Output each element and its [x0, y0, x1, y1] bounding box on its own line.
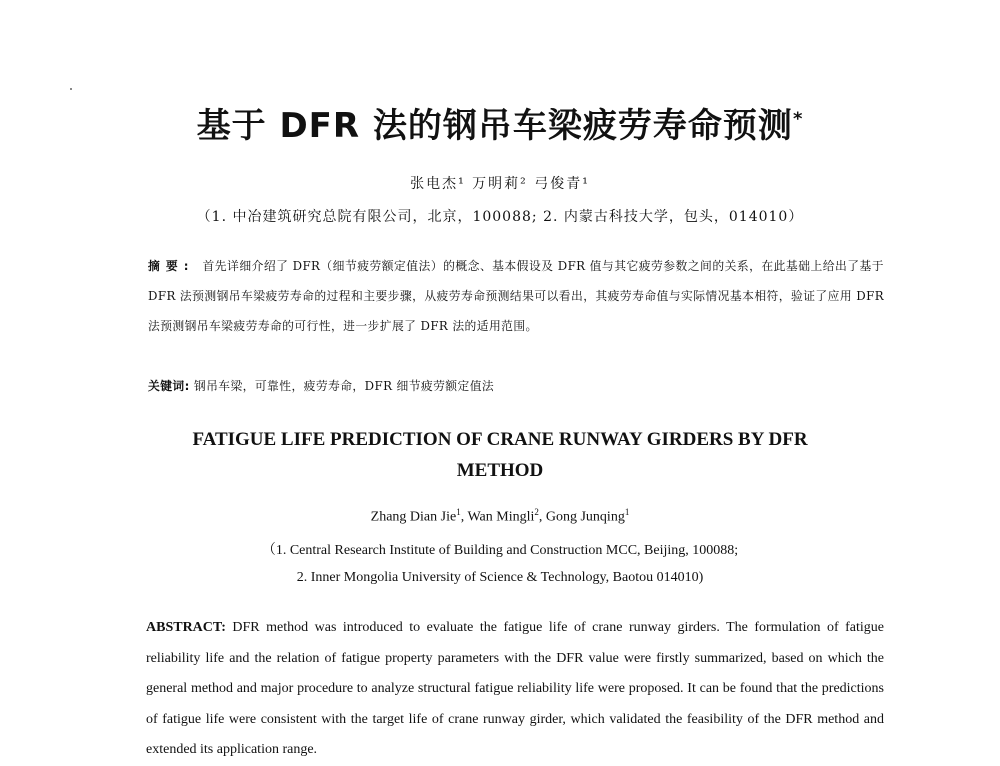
chinese-abstract-text: 首先详细介绍了 DFR（细节疲劳额定值法）的概念、基本假设及 DFR 值与其它疲劳参数之间的关系，在此基础上给出了基于 DFR 法预测钢吊车梁疲劳寿命的过程和主要步骤，从疲劳寿命预测结果可以看出，其疲劳寿命值与实际情况基本相符，验证了应用 DFR 法预测钢吊车梁疲劳寿命的可行性，进一步扩展了 DFR 法的适用范围。	[148, 259, 884, 333]
chinese-keywords	[148, 377, 884, 394]
chinese-abstract	[148, 251, 884, 341]
chinese-keywords-label: 关键词:	[148, 379, 190, 393]
english-author-2-mark: 2	[534, 507, 539, 517]
chinese-keywords-text: 钢吊车梁，可靠性，疲劳寿命，DFR 细节疲劳额定值法	[193, 379, 495, 393]
chinese-affiliation: （1. 中冶建筑研究总院有限公司，北京，100088; 2. 内蒙古科技大学，包头，014010）	[196, 209, 804, 225]
chinese-abstract-label: 摘要:	[148, 259, 195, 273]
english-abstract-label: ABSTRACT:	[146, 620, 226, 635]
english-affiliation-1: （1. Central Research Institute of Building and Construction MCC, Beijing, 100088;	[261, 543, 739, 558]
scan-speck	[70, 88, 72, 90]
chinese-title-text: 基于 DFR 法的钢吊车梁疲劳寿命预测	[196, 106, 793, 146]
english-abstract-text: DFR method was introduced to evaluate the fatigue life of crane runway girders. The formulation of fatigue reliability life and the relation of fatigue property parameters with the DFR value were firstly summarized, based on which the general method and major procedure to analyze structural fatigue reliability life were proposed. It can be found that the predictions of fatigue life were consistent with the target life of crane runway girder, which validated the feasibility of the DFR method and extended its application range.	[146, 620, 884, 757]
english-author-3: Gong Junqing	[545, 509, 625, 525]
english-title: FATIGUE LIFE PREDICTION OF CRANE RUNWAY GIRDERS BY DFR METHOD	[192, 429, 808, 481]
chinese-authors: 张电杰¹ 万明莉² 弓俊青¹	[410, 176, 590, 192]
english-author-3-mark: 1	[624, 507, 630, 517]
title-footnote-mark: *	[792, 108, 804, 130]
chinese-title	[0, 98, 1000, 147]
english-authors: Zhang Dian Jie$^1$, Wan Mingli$^2$, Gong Junqing$^1$	[370, 507, 630, 525]
english-affiliation-2: 2. Inner Mongolia University of Science & Technology, Baotou 014010)	[296, 570, 704, 585]
english-abstract	[146, 613, 884, 766]
english-author-2: Wan Mingli	[467, 509, 535, 525]
english-author-1-mark: 1	[456, 507, 461, 517]
english-author-1: Zhang Dian Jie	[370, 509, 457, 525]
